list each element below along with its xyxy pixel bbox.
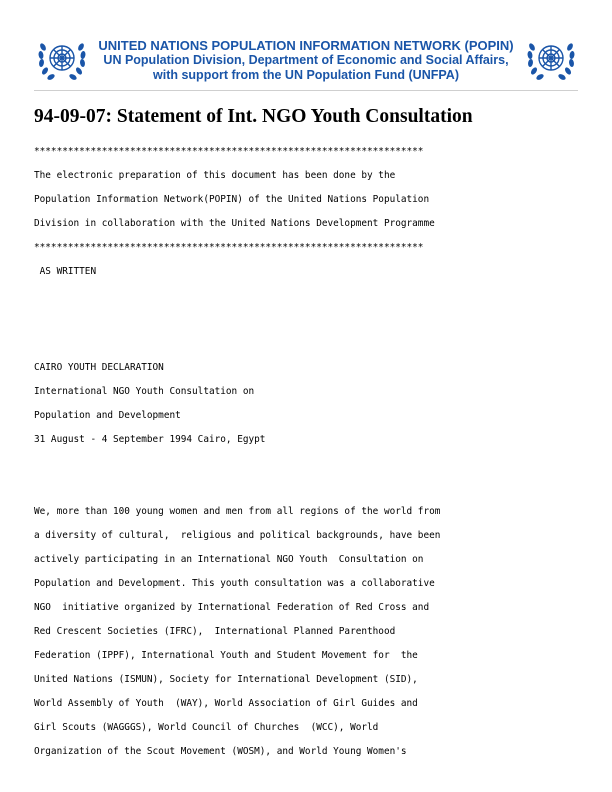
paragraph-line: Population and Development. This youth consultation was a collaborative	[34, 578, 435, 589]
paragraph-line: United Nations (ISMUN), Society for International Development (SID),	[34, 674, 418, 685]
header-line-3: with support from the UN Population Fund (UNFPA)	[153, 67, 459, 82]
header-title	[92, 38, 520, 82]
as-written-label: AS WRITTEN	[34, 266, 97, 277]
stars-divider-top: *********************************************************************	[34, 146, 424, 157]
paragraph-line: a diversity of cultural, religious and political backgrounds, have been	[34, 530, 441, 541]
page-header	[0, 0, 612, 92]
paragraph-line: We, more than 100 young women and men from all regions of the world from	[34, 506, 441, 517]
header-line-1: UNITED NATIONS POPULATION INFORMATION NETWORK (POPIN)	[98, 38, 514, 53]
declaration-line-2: International NGO Youth Consultation on	[34, 386, 255, 397]
un-emblem-icon	[37, 37, 87, 83]
note-line-1: The electronic preparation of this document has been done by the	[34, 170, 396, 181]
paragraph-line: Organization of the Scout Movement (WOSM), and World Young Women's	[34, 746, 407, 757]
paragraph-line: World Assembly of Youth (WAY), World Association of Girl Guides and	[34, 698, 418, 709]
declaration-line-3: Population and Development	[34, 410, 181, 421]
declaration-title: CAIRO YOUTH DECLARATION	[34, 362, 164, 373]
paragraph-line: NGO initiative organized by International Federation of Red Cross and	[34, 602, 430, 613]
stars-divider-bottom: *********************************************************************	[34, 242, 424, 253]
paragraph-line: Federation (IPPF), International Youth and Student Movement for the	[34, 650, 418, 661]
header-divider	[34, 90, 578, 91]
paragraph-line: Girl Scouts (WAGGGS), World Council of Churches (WCC), World	[34, 722, 379, 733]
declaration-date: 31 August - 4 September 1994 Cairo, Egypt	[34, 434, 266, 445]
paragraph-line: actively participating in an International NGO Youth Consultation on	[34, 554, 424, 565]
header-line-2: UN Population Division, Department of Economic and Social Affairs,	[103, 53, 509, 67]
paragraph-line: Red Crescent Societies (IFRC), International Planned Parenthood	[34, 626, 396, 637]
page-title: 94-09-07: Statement of Int. NGO Youth Consultation	[34, 106, 473, 127]
un-emblem-icon	[526, 37, 576, 83]
note-line-2: Population Information Network(POPIN) of the United Nations Population	[34, 194, 430, 205]
note-line-3: Division in collaboration with the United Nations Development Programme	[34, 218, 435, 229]
